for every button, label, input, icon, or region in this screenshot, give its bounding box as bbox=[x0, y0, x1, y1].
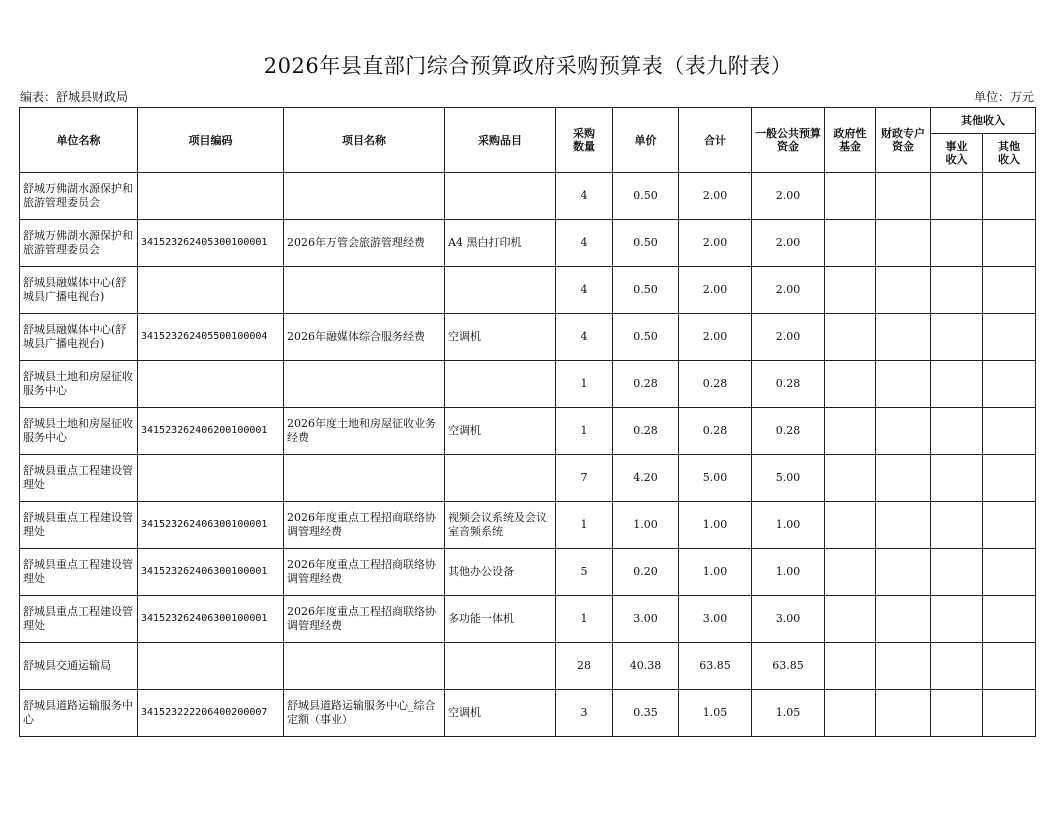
header-special-account: 财政专户 资金 bbox=[876, 108, 931, 173]
cell-total: 1.00 bbox=[679, 549, 752, 596]
cell-item bbox=[445, 173, 556, 220]
cell-unit-name: 舒城县道路运输服务中心 bbox=[20, 690, 138, 737]
cell-qty: 28 bbox=[556, 643, 613, 690]
cell-project-code bbox=[138, 361, 284, 408]
table-row bbox=[20, 596, 1036, 643]
cell-special-account bbox=[876, 314, 931, 361]
cell-qty: 1 bbox=[556, 502, 613, 549]
cell-total: 1.00 bbox=[679, 502, 752, 549]
cell-price: 0.28 bbox=[613, 408, 679, 455]
cell-project-code: 341523262405500100004 bbox=[138, 314, 284, 361]
header-project-name: 项目名称 bbox=[284, 108, 445, 173]
cell-unit-name: 舒城县土地和房屋征收服务中心 bbox=[20, 361, 138, 408]
cell-unit-name: 舒城县重点工程建设管理处 bbox=[20, 502, 138, 549]
table-row bbox=[20, 643, 1036, 690]
cell-price: 0.50 bbox=[613, 173, 679, 220]
cell-total: 1.05 bbox=[679, 690, 752, 737]
cell-unit-name: 舒城县重点工程建设管理处 bbox=[20, 549, 138, 596]
cell-special-account bbox=[876, 408, 931, 455]
header-other: 其他 收入 bbox=[983, 134, 1036, 173]
cell-price: 0.50 bbox=[613, 220, 679, 267]
cell-general-budget: 2.00 bbox=[752, 173, 825, 220]
cell-price: 0.50 bbox=[613, 314, 679, 361]
cell-unit-name: 舒城县重点工程建设管理处 bbox=[20, 455, 138, 502]
header-project-code: 项目编码 bbox=[138, 108, 284, 173]
cell-qty: 1 bbox=[556, 408, 613, 455]
header-item: 采购品目 bbox=[445, 108, 556, 173]
cell-special-account bbox=[876, 220, 931, 267]
cell-general-budget: 2.00 bbox=[752, 220, 825, 267]
cell-gov-fund bbox=[825, 690, 876, 737]
cell-unit-name: 舒城县融媒体中心(舒城县广播电视台) bbox=[20, 314, 138, 361]
cell-price: 3.00 bbox=[613, 596, 679, 643]
table-row bbox=[20, 549, 1036, 596]
cell-item: A4 黑白打印机 bbox=[445, 220, 556, 267]
cell-other-income bbox=[983, 361, 1036, 408]
cell-project-name: 2026年度重点工程招商联络协调管理经费 bbox=[284, 549, 445, 596]
cell-total: 2.00 bbox=[679, 173, 752, 220]
cell-qty: 4 bbox=[556, 314, 613, 361]
cell-other-income bbox=[983, 455, 1036, 502]
cell-qty: 5 bbox=[556, 549, 613, 596]
cell-career-income bbox=[931, 455, 983, 502]
table-row bbox=[20, 408, 1036, 455]
cell-career-income bbox=[931, 690, 983, 737]
cell-price: 0.50 bbox=[613, 267, 679, 314]
cell-project-name: 2026年度重点工程招商联络协调管理经费 bbox=[284, 596, 445, 643]
cell-unit-name: 舒城县重点工程建设管理处 bbox=[20, 596, 138, 643]
cell-gov-fund bbox=[825, 314, 876, 361]
cell-unit-name: 舒城万佛湖水源保护和旅游管理委员会 bbox=[20, 220, 138, 267]
cell-qty: 4 bbox=[556, 220, 613, 267]
cell-project-code bbox=[138, 173, 284, 220]
cell-special-account bbox=[876, 549, 931, 596]
header-general-budget: 一般公共预算 资金 bbox=[752, 108, 825, 173]
cell-gov-fund bbox=[825, 408, 876, 455]
cell-item: 空调机 bbox=[445, 690, 556, 737]
cell-other-income bbox=[983, 267, 1036, 314]
cell-special-account bbox=[876, 643, 931, 690]
cell-price: 0.35 bbox=[613, 690, 679, 737]
cell-career-income bbox=[931, 549, 983, 596]
cell-project-code: 341523262406300100001 bbox=[138, 596, 284, 643]
cell-other-income bbox=[983, 314, 1036, 361]
cell-total: 0.28 bbox=[679, 361, 752, 408]
cell-item bbox=[445, 267, 556, 314]
cell-project-name bbox=[284, 643, 445, 690]
cell-gov-fund bbox=[825, 267, 876, 314]
cell-general-budget: 1.00 bbox=[752, 502, 825, 549]
cell-price: 0.20 bbox=[613, 549, 679, 596]
cell-project-code bbox=[138, 267, 284, 314]
cell-general-budget: 0.28 bbox=[752, 361, 825, 408]
cell-price: 4.20 bbox=[613, 455, 679, 502]
table-row bbox=[20, 455, 1036, 502]
cell-other-income bbox=[983, 643, 1036, 690]
cell-item: 空调机 bbox=[445, 314, 556, 361]
sub-header bbox=[20, 88, 1036, 104]
cell-price: 1.00 bbox=[613, 502, 679, 549]
cell-special-account bbox=[876, 455, 931, 502]
cell-total: 2.00 bbox=[679, 314, 752, 361]
header-career-income: 事业 收入 bbox=[931, 134, 983, 173]
cell-total: 2.00 bbox=[679, 220, 752, 267]
cell-project-code bbox=[138, 643, 284, 690]
cell-special-account bbox=[876, 596, 931, 643]
cell-project-name bbox=[284, 173, 445, 220]
header-total: 合计 bbox=[679, 108, 752, 173]
cell-item bbox=[445, 361, 556, 408]
cell-special-account bbox=[876, 361, 931, 408]
cell-other-income bbox=[983, 502, 1036, 549]
table-row bbox=[20, 314, 1036, 361]
cell-total: 63.85 bbox=[679, 643, 752, 690]
cell-general-budget: 5.00 bbox=[752, 455, 825, 502]
cell-special-account bbox=[876, 502, 931, 549]
cell-qty: 3 bbox=[556, 690, 613, 737]
cell-project-name: 2026年度土地和房屋征收业务经费 bbox=[284, 408, 445, 455]
compiler-label: 编表：舒城县财政局 bbox=[20, 90, 129, 104]
cell-project-code: 341523262406300100001 bbox=[138, 502, 284, 549]
cell-item: 空调机 bbox=[445, 408, 556, 455]
cell-career-income bbox=[931, 173, 983, 220]
header-price: 单价 bbox=[613, 108, 679, 173]
cell-career-income bbox=[931, 220, 983, 267]
table-row bbox=[20, 173, 1036, 220]
header-qty: 采购 数量 bbox=[556, 108, 613, 173]
cell-item: 视频会议系统及会议室音频系统 bbox=[445, 502, 556, 549]
cell-special-account bbox=[876, 690, 931, 737]
cell-unit-name: 舒城县融媒体中心(舒城县广播电视台) bbox=[20, 267, 138, 314]
table-row bbox=[20, 267, 1036, 314]
cell-item bbox=[445, 455, 556, 502]
cell-total: 2.00 bbox=[679, 267, 752, 314]
page-title: 2026年县直部门综合预算政府采购预算表（表九附表） bbox=[263, 54, 793, 78]
cell-qty: 4 bbox=[556, 173, 613, 220]
table-row bbox=[20, 502, 1036, 549]
cell-other-income bbox=[983, 408, 1036, 455]
cell-gov-fund bbox=[825, 596, 876, 643]
unit-label: 单位：万元 bbox=[973, 90, 1034, 104]
cell-career-income bbox=[931, 596, 983, 643]
cell-unit-name: 舒城县土地和房屋征收服务中心 bbox=[20, 408, 138, 455]
cell-total: 0.28 bbox=[679, 408, 752, 455]
cell-project-code bbox=[138, 455, 284, 502]
cell-general-budget: 1.05 bbox=[752, 690, 825, 737]
cell-gov-fund bbox=[825, 549, 876, 596]
header-other-income-group: 其他收入 bbox=[931, 108, 1036, 134]
cell-special-account bbox=[876, 267, 931, 314]
cell-career-income bbox=[931, 267, 983, 314]
cell-general-budget: 1.00 bbox=[752, 549, 825, 596]
cell-total: 3.00 bbox=[679, 596, 752, 643]
cell-project-name: 2026年度重点工程招商联络协调管理经费 bbox=[284, 502, 445, 549]
procurement-budget-table bbox=[19, 107, 1036, 737]
cell-gov-fund bbox=[825, 173, 876, 220]
cell-price: 40.38 bbox=[613, 643, 679, 690]
cell-item: 多功能一体机 bbox=[445, 596, 556, 643]
cell-other-income bbox=[983, 596, 1036, 643]
cell-qty: 7 bbox=[556, 455, 613, 502]
cell-career-income bbox=[931, 408, 983, 455]
cell-special-account bbox=[876, 173, 931, 220]
cell-career-income bbox=[931, 361, 983, 408]
cell-career-income bbox=[931, 643, 983, 690]
cell-general-budget: 0.28 bbox=[752, 408, 825, 455]
cell-gov-fund bbox=[825, 361, 876, 408]
cell-qty: 4 bbox=[556, 267, 613, 314]
cell-general-budget: 2.00 bbox=[752, 314, 825, 361]
cell-other-income bbox=[983, 690, 1036, 737]
cell-item bbox=[445, 643, 556, 690]
cell-project-name bbox=[284, 267, 445, 314]
cell-project-code: 341523262405300100001 bbox=[138, 220, 284, 267]
table-row bbox=[20, 361, 1036, 408]
cell-other-income bbox=[983, 220, 1036, 267]
cell-item: 其他办公设备 bbox=[445, 549, 556, 596]
cell-project-name: 2026年融媒体综合服务经费 bbox=[284, 314, 445, 361]
cell-qty: 1 bbox=[556, 596, 613, 643]
cell-qty: 1 bbox=[556, 361, 613, 408]
cell-project-code: 341523222206400200007 bbox=[138, 690, 284, 737]
cell-gov-fund bbox=[825, 643, 876, 690]
cell-unit-name: 舒城县交通运输局 bbox=[20, 643, 138, 690]
cell-project-code: 341523262406200100001 bbox=[138, 408, 284, 455]
header-gov-fund: 政府性 基金 bbox=[825, 108, 876, 173]
table-body bbox=[20, 173, 1036, 737]
cell-career-income bbox=[931, 314, 983, 361]
cell-project-name bbox=[284, 361, 445, 408]
cell-career-income bbox=[931, 502, 983, 549]
cell-project-name bbox=[284, 455, 445, 502]
cell-other-income bbox=[983, 549, 1036, 596]
cell-project-code: 341523262406300100001 bbox=[138, 549, 284, 596]
cell-total: 5.00 bbox=[679, 455, 752, 502]
cell-unit-name: 舒城万佛湖水源保护和旅游管理委员会 bbox=[20, 173, 138, 220]
cell-gov-fund bbox=[825, 455, 876, 502]
cell-general-budget: 2.00 bbox=[752, 267, 825, 314]
cell-other-income bbox=[983, 173, 1036, 220]
cell-project-name: 2026年万管会旅游管理经费 bbox=[284, 220, 445, 267]
table-row bbox=[20, 690, 1036, 737]
cell-project-name: 舒城县道路运输服务中心_综合定额（事业） bbox=[284, 690, 445, 737]
header-unit-name: 单位名称 bbox=[20, 108, 138, 173]
cell-general-budget: 3.00 bbox=[752, 596, 825, 643]
cell-general-budget: 63.85 bbox=[752, 643, 825, 690]
cell-price: 0.28 bbox=[613, 361, 679, 408]
cell-gov-fund bbox=[825, 220, 876, 267]
table-row bbox=[20, 220, 1036, 267]
cell-gov-fund bbox=[825, 502, 876, 549]
